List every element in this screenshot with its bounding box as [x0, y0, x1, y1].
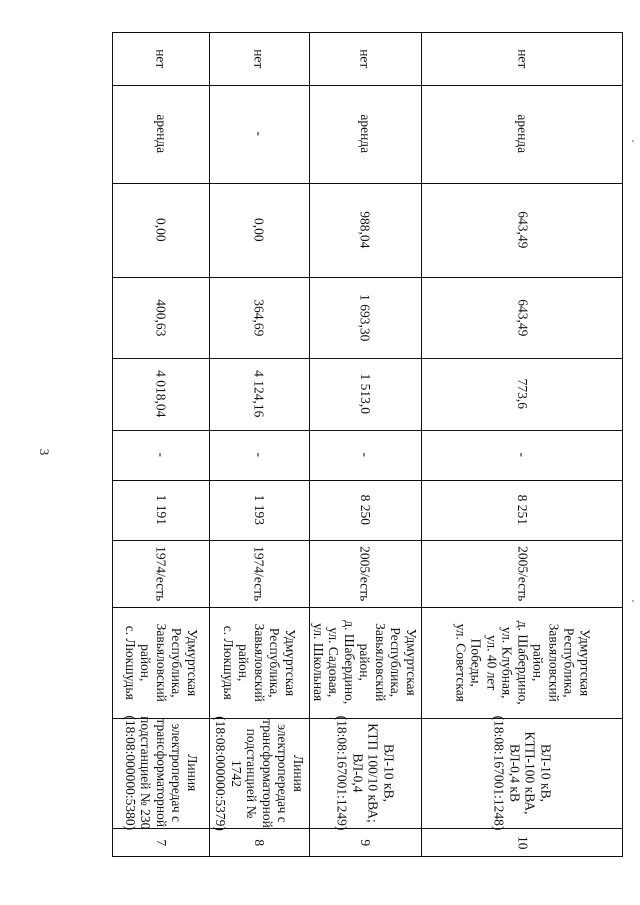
cell-text: 9 — [357, 839, 373, 847]
cell-flag — [209, 33, 309, 85]
cell-text: 1 513,0 — [357, 373, 373, 415]
cell-name — [309, 715, 421, 831]
cell-status — [309, 85, 421, 183]
cell-v1 — [421, 358, 624, 430]
cell-text: - — [515, 452, 531, 458]
cell-text: аренда — [153, 114, 169, 154]
cell-text: 4 018,04 — [153, 370, 169, 418]
cell-text: нет — [251, 49, 267, 69]
cell-text: ВЛ-10 кВ, КТП-100 кВА, ВЛ-0,4 кВ (18:08:167001:1248) — [492, 715, 554, 831]
cell-name — [421, 715, 624, 831]
cell-address — [209, 607, 309, 718]
page-number: 3 — [37, 448, 52, 456]
cell-text: - — [357, 452, 373, 458]
cell-status — [113, 85, 209, 183]
cell-v3 — [421, 183, 624, 277]
cell-v2 — [421, 277, 624, 358]
cell-text: аренда — [357, 114, 373, 154]
cell-dash — [309, 430, 421, 480]
cell-v3 — [309, 183, 421, 277]
cell-text: нет — [357, 49, 373, 69]
cell-dash — [209, 430, 309, 480]
cell-flag — [309, 33, 421, 85]
cell-text: 8 — [251, 839, 267, 847]
cell-text: 988,04 — [357, 211, 373, 249]
cell-num — [309, 828, 421, 858]
cell-flag — [113, 33, 209, 85]
cell-year — [209, 540, 309, 607]
cell-v2 — [209, 277, 309, 358]
cell-v2 — [309, 277, 421, 358]
cell-year — [113, 540, 209, 607]
cell-text: 8 250 — [357, 494, 373, 526]
cell-v3 — [113, 183, 209, 277]
cell-text: - — [251, 131, 267, 137]
cell-flag — [421, 33, 624, 85]
cell-code — [309, 480, 421, 540]
cell-text: Линия электропередач с трансформаторной подстанцией № 1742 (18:08:000000:5379) — [213, 715, 306, 831]
cell-v1 — [209, 358, 309, 430]
cell-text: нет — [153, 49, 169, 69]
cell-text: 1 193 — [251, 494, 267, 526]
cell-text: Удмуртская Республика, Завьяловский район, д. Шабердино, ул. Клубная, ул. 40 лет Победы, ул. Советская — [453, 620, 593, 705]
cell-text: нет — [515, 49, 531, 69]
cell-text: Удмуртская Республика, Завьяловский район, с. Люкшудья — [122, 623, 200, 702]
cell-text: 643,49 — [515, 211, 531, 249]
cell-text: Удмуртская Республика, Завьяловский район, с. Люкшудья — [220, 623, 298, 702]
cell-text: 364,69 — [251, 298, 267, 337]
cell-v3 — [209, 183, 309, 277]
cell-v1 — [113, 358, 209, 430]
cell-dash — [421, 430, 624, 480]
scan-mark — [632, 600, 634, 602]
cell-name — [113, 715, 209, 831]
cell-text: 773,6 — [515, 378, 531, 410]
cell-text: 400,63 — [153, 298, 169, 337]
cell-text: 0,00 — [153, 218, 169, 242]
assets-table — [112, 32, 623, 857]
cell-text: - — [251, 452, 267, 458]
cell-dash — [113, 430, 209, 480]
cell-text: 1 191 — [153, 494, 169, 526]
cell-text: 1974/есть — [153, 545, 169, 602]
cell-code — [209, 480, 309, 540]
cell-text: 643,49 — [515, 298, 531, 337]
cell-status — [421, 85, 624, 183]
cell-text: 7 — [153, 839, 169, 847]
cell-text: Удмуртская Республика, Завьяловский район, д. Шабердино, ул. Садовая, ул. Школьная — [311, 620, 420, 705]
cell-year — [421, 540, 624, 607]
cell-code — [113, 480, 209, 540]
cell-address — [113, 607, 209, 718]
cell-address — [421, 607, 624, 718]
cell-text: Линия электропередач с трансформаторной подстанцией № 230 (18:08:000000:5380) — [122, 715, 200, 831]
cell-text: - — [153, 452, 169, 458]
cell-v2 — [113, 277, 209, 358]
cell-text: ВЛ-10 кВ, КТП 100/10 кВА; ВЛ-0,4 (18:08:167001:1249) — [334, 715, 396, 831]
cell-text: 8 251 — [515, 494, 531, 526]
scan-mark — [632, 140, 634, 142]
cell-num — [113, 828, 209, 858]
cell-status — [209, 85, 309, 183]
cell-code — [421, 480, 624, 540]
cell-text: 1974/есть — [251, 545, 267, 602]
cell-num — [421, 828, 624, 858]
cell-text: аренда — [515, 114, 531, 154]
cell-text: 2005/есть — [515, 545, 531, 602]
cell-num — [209, 828, 309, 858]
cell-text: 0,00 — [251, 218, 267, 242]
cell-address — [309, 607, 421, 718]
cell-text: 2005/есть — [357, 545, 373, 602]
cell-text: 4 124,16 — [251, 370, 267, 418]
cell-year — [309, 540, 421, 607]
cell-name — [209, 715, 309, 831]
cell-text: 1 693,30 — [357, 293, 373, 342]
cell-v1 — [309, 358, 421, 430]
cell-text: 10 — [515, 836, 531, 850]
